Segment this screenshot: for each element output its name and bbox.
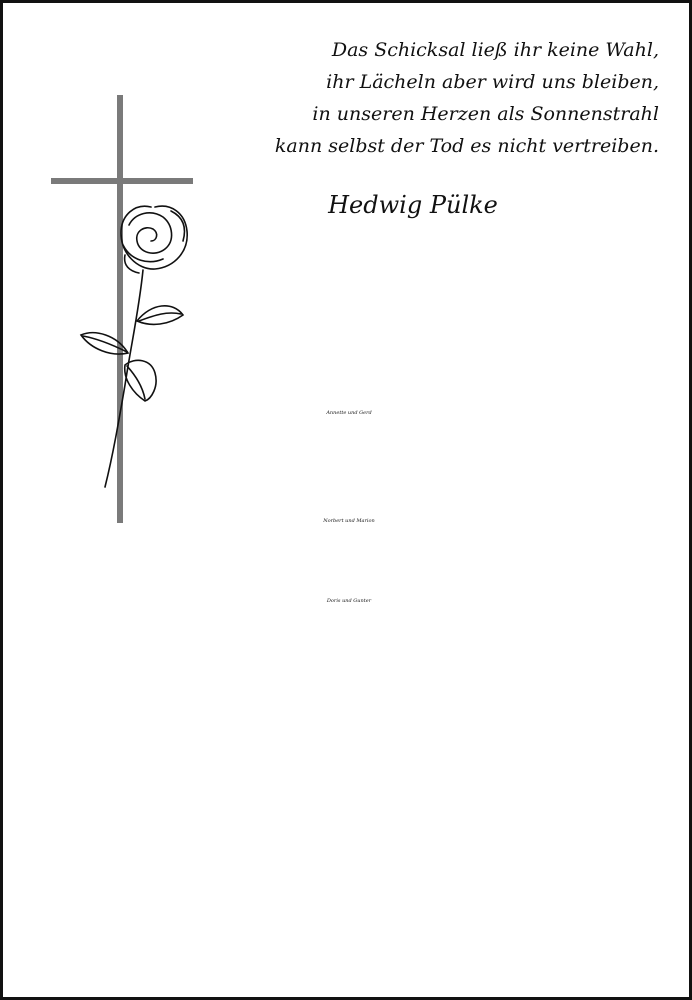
poem-line: in unseren Herzen als Sonnenstrahl (312, 103, 659, 125)
family-name: Norbert und Marion (323, 518, 375, 524)
rose-icon (81, 206, 187, 487)
deceased-name: Hedwig Pülke (328, 191, 498, 219)
poem-line: kann selbst der Tod es nicht vertreiben. (274, 135, 659, 157)
cross-icon (51, 95, 193, 523)
family-name: Annette und Gerd (326, 410, 372, 416)
cross-with-rose-image (51, 95, 196, 525)
poem-line: Das Schicksal ließ ihr keine Wahl, (331, 39, 659, 61)
poem-line: ihr Lächeln aber wird uns bleiben, (326, 71, 659, 93)
family-name: Doris und Gunter (326, 598, 372, 604)
